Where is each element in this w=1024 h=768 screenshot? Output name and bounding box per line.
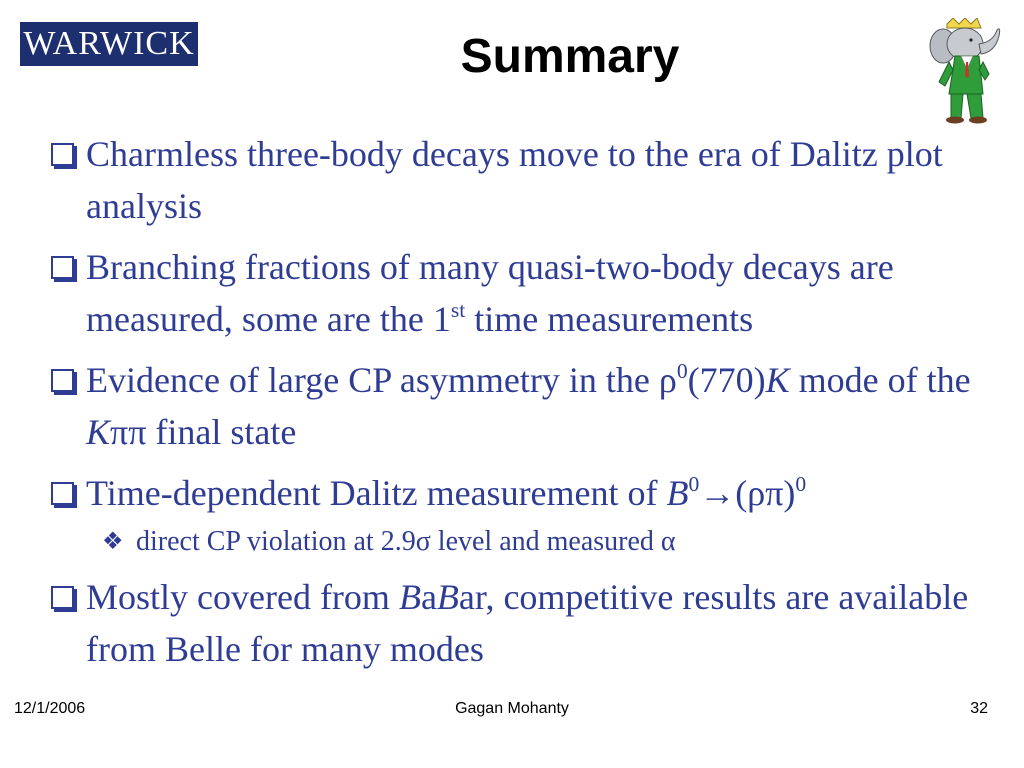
bullet-list [46,128,1006,684]
bullet-item: Time-dependent Dalitz measurement of $B^0\to(\rho\pi)^0$ [46,467,1006,519]
warwick-logo [20,22,198,66]
checkbox-bullet-icon [51,256,74,279]
bullet-item: Mostly covered from BaBar, competitive results are available from Belle for many modes [46,571,1006,675]
footer-date: 12/1/2006 [14,700,86,717]
footer-author: Gagan Mohanty [455,700,569,717]
diamond-bullet-icon: ❖ [102,529,124,555]
checkbox-bullet-icon [51,369,74,392]
elephant-mascot-icon [925,18,1003,124]
bullet-item: Charmless three-body decays move to the era of Dalitz plot analysis [46,128,1006,232]
checkbox-bullet-icon [51,143,74,166]
bullet-item: Evidence of large CP asymmetry in the $\rho^0(770)K$ mode of the Kππ final state [46,354,1006,458]
checkbox-bullet-icon [51,586,74,609]
checkbox-bullet-icon [51,482,74,505]
bullet-item: Branching fractions of many quasi-two-body decays are measured, some are the 1st time measurements [46,241,1006,345]
logo-text: WARWICK [23,25,195,62]
slide-title: Summary [460,30,680,83]
page-number: 32 [970,700,988,717]
sub-bullet-item: ❖ direct CP violation at 2.9σ level and measured α [46,522,1006,562]
